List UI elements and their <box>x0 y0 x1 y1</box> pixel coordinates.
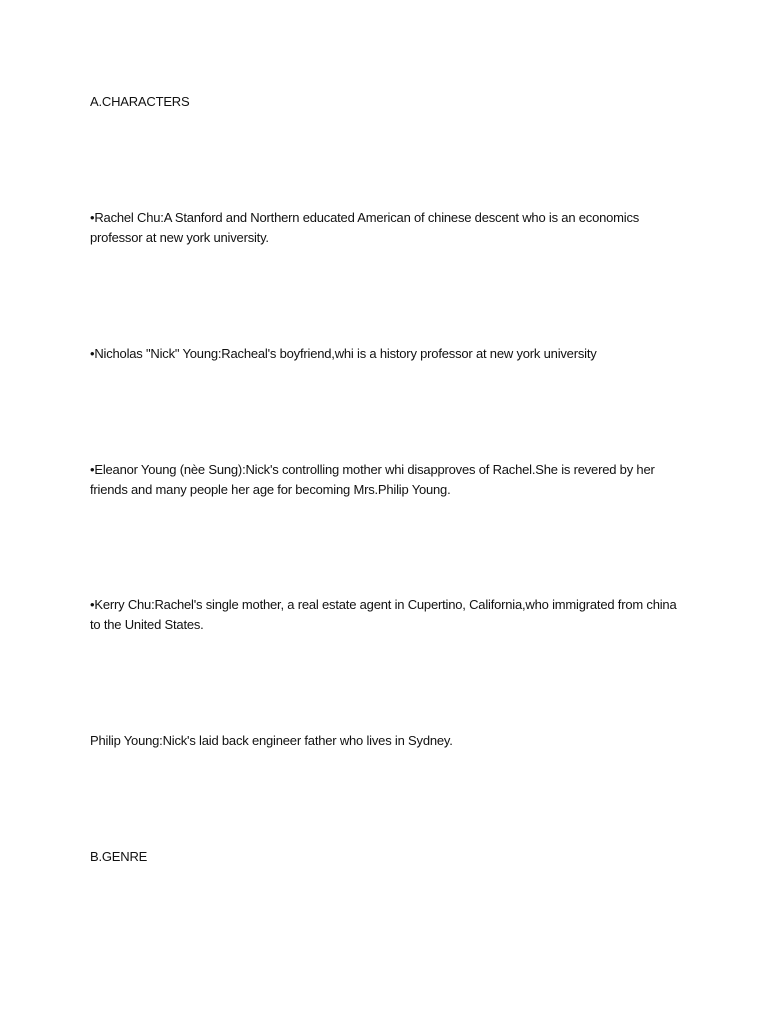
character-entry-philip-young: Philip Young:Nick's laid back engineer father who lives in Sydney. <box>90 733 453 748</box>
character-entry-nick-young: •Nicholas "Nick" Young:Racheal's boyfriend,whi is a history professor at new york university <box>90 346 597 361</box>
character-entry-eleanor-young: •Eleanor Young (nèe Sung):Nick's controlling mother whi disapproves of Rachel.She is revered by her friends and many people her age for becoming Mrs.Philip Young. <box>90 462 655 497</box>
character-entry-kerry-chu: •Kerry Chu:Rachel's single mother, a real estate agent in Cupertino, California,who immigrated from china to the United States. <box>90 597 677 632</box>
section-heading-characters: A.CHARACTERS <box>90 94 190 109</box>
section-heading-genre: B.GENRE <box>90 849 148 864</box>
character-entry-rachel-chu: •Rachel Chu:A Stanford and Northern educated American of chinese descent who is an economics professor at new york university. <box>90 210 640 245</box>
